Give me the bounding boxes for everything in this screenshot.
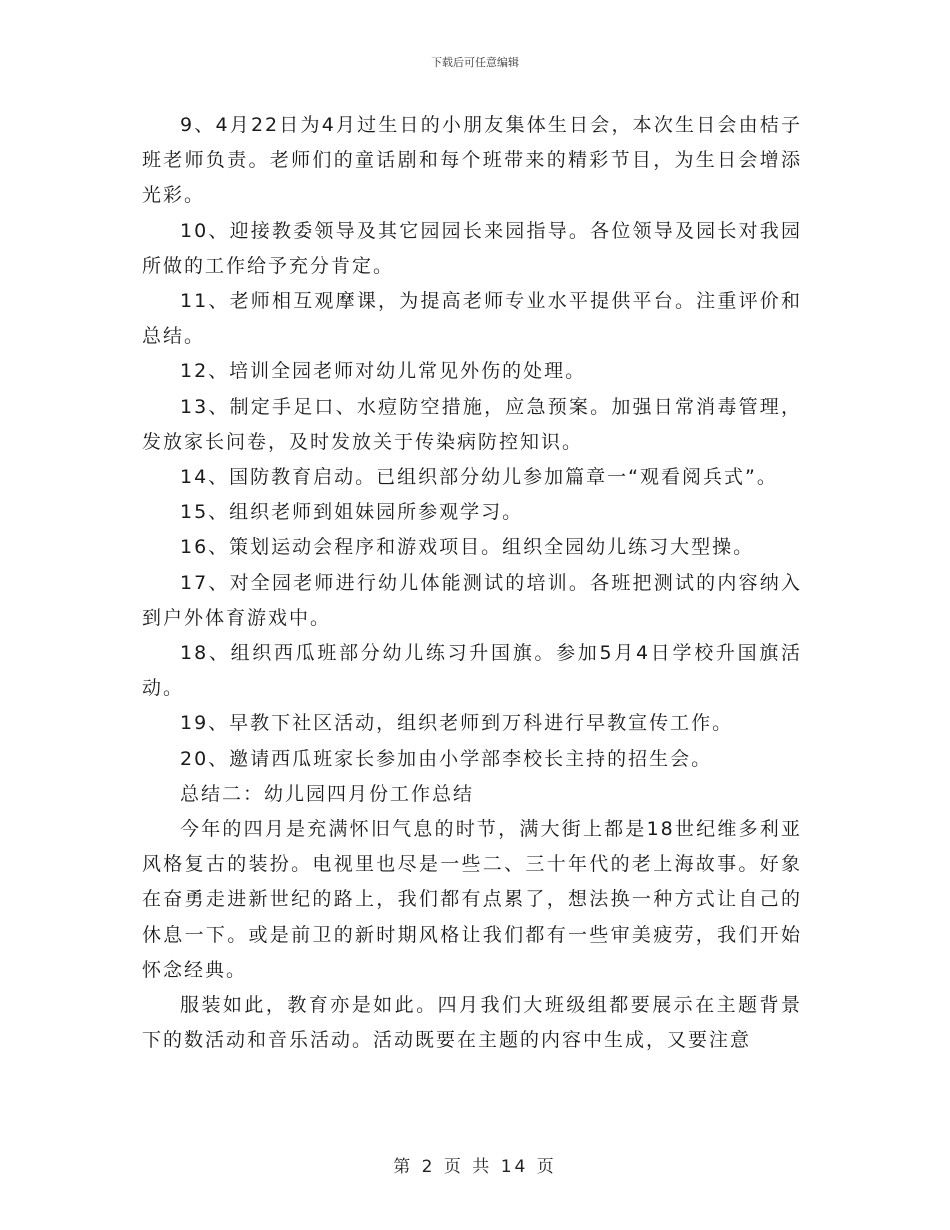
paragraph-item-9: 9、4月22日为4月过生日的小朋友集体生日会，本次生日会由桔子班老师负责。老师们的童话剧和每个班带来的精彩节目，为生日会增添光彩。 [142,114,802,207]
paragraph-item-15: 15、组织老师到姐妹园所参观学习。 [180,501,524,524]
paragraph-item-16: 16、策划运动会程序和游戏项目。组织全园幼儿练习大型操。 [180,536,755,559]
paragraph-item-14: 14、国防教育启动。已组织部分幼儿参加篇章一“观看阅兵式”。 [180,466,778,489]
section-heading: 总结二：幼儿园四月份工作总结 [180,782,475,805]
paragraph-item-10: 10、迎接教委领导及其它园园长来园指导。各位领导及园长对我园所做的工作给予充分肯定。 [142,219,802,277]
paragraph-item-18: 18、组织西瓜班部分幼儿练习升国旗。参加5月4日学校升国旗活动。 [142,642,802,700]
page-footer: 第 2 页 共 14 页 [393,1157,557,1177]
paragraph-item-12: 12、培训全园老师对幼儿常见外伤的处理。 [180,360,587,383]
document-body [142,108,802,1058]
paragraph-item-19: 19、早教下社区活动，组织老师到万科进行早教宣传工作。 [180,712,734,735]
paragraph-item-17: 17、对全园老师进行幼儿体能测试的培训。各班把测试的内容纳入到户外体育游戏中。 [142,571,802,629]
paragraph-item-11: 11、老师相互观摩课，为提高老师专业水平提供平台。注重评价和总结。 [142,290,802,348]
paragraph-item-13: 13、制定手足口、水痘防空措施，应急预案。加强日常消毒管理，发放家长问卷，及时发放关于传染病防控知识。 [142,395,802,453]
body-paragraph-2: 服装如此，教育亦是如此。四月我们大班级组都要展示在主题背景下的数活动和音乐活动。活动既要在主题的内容中生成，又要注意 [142,994,802,1052]
body-paragraph-1: 今年的四月是充满怀旧气息的时节，满大街上都是18世纪维多利亚风格复古的装扮。电视里也尽是一些二、三十年代的老上海故事。好象在奋勇走进新世纪的路上，我们都有点累了，想法换一种方式让自己的休息一下。或是前卫的新时期风格让我们都有一些审美疲劳，我们开始怀念经典。 [142,818,802,981]
page-header: 下载后可任意编辑 [431,56,519,69]
paragraph-item-20: 20、邀请西瓜班家长参加由小学部李校长主持的招生会。 [180,747,713,770]
